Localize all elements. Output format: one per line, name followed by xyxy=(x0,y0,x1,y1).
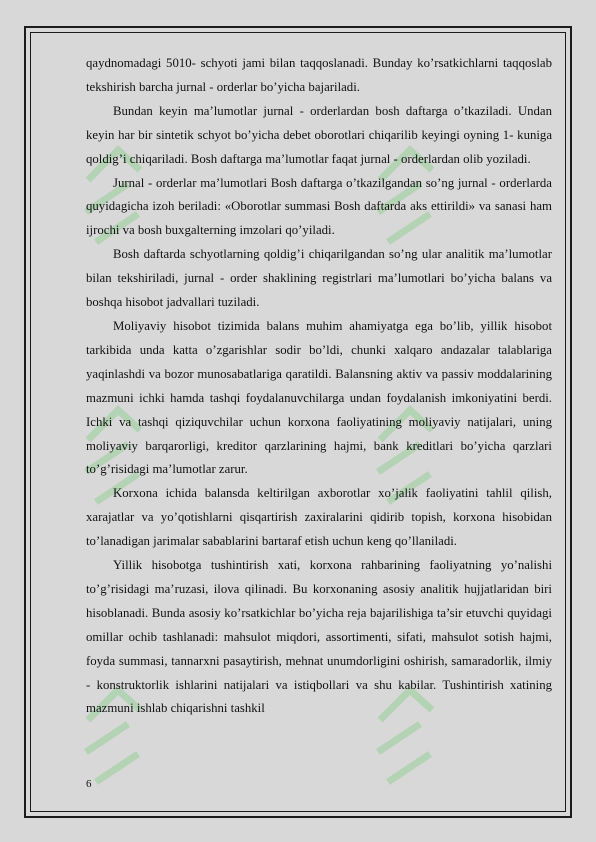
paragraph: Moliyaviy hisobot tizimida balans muhim ahamiyatga ega bo’lib, yillik hisobot tarkibida unda katta o’zgarishlar sodir bo’ldi, chunki xalqaro andazalar talablariga yaqinlashdi va bozor munosabatlariga qaratildi. Balansning aktiv va passiv moddalarining mazmuni ichki hamda tashqi foydalanuvchilarga undan foydalanish imkoniyatini berdi. Ichki va tashqi qiziquvchilar uchun korxona faoliyatining moliyaviy natijalari, uning moliyaviy barqarorligi, kreditor qarzlarining hajmi, bank kreditlari bo’yicha qarzlari to’g’risidagi ma’lumotlar zarur. xyxy=(86,318,552,477)
paragraph: Jurnal - orderlar ma’lumotlari Bosh daftarga o’tkazilgandan so’ng jurnal - orderlarda quyidagicha izoh beriladi: «Oborotlar summasi Bosh daftarda aks ettirildi» va sanasi ham ijrochi va bosh buxgalterning imzolari qo’yiladi. xyxy=(86,175,552,238)
paragraph: Yillik hisobotga tushintirish xati, korxona rahbarining faoliyatning yo’nalishi to’g’risidagi ma’ruzasi, ilova qilinadi. Bu korxonaning asosiy analitik hujjatlaridan biri hisoblanadi. Bunda asosiy ko’rsatkichlar bo’yicha reja bajarilishiga ta’sir etuvchi quyidagi omillar ochib tashlanadi: mahsulot miqdori, assortimenti, sifati, mahsulot sotish hajmi, foyda summasi, tannarxni pasaytirish, mehnat unumdorligini oshirish, samaradorlik, ilmiy - konstruktorlik ishlarini natijalari va istiqbollari va shu kabilar. Tushintirish xatining mazmuni ishlab chiqarishni tashkil xyxy=(86,558,552,716)
paragraph: Korxona ichida balansda keltirilgan axborotlar xo’jalik faoliyatini tahlil qilish, xarajatlar va yo’qotishlarni qisqartirish zaxiralarini qidirib topish, korxona hisobidan to’lanadigan jarimalar sabablarini bartaraf etish uchun keng qo’llaniladi. xyxy=(86,486,552,549)
page-number: 6 xyxy=(86,778,92,790)
paragraph: qaydnomadagi 5010- schyoti jami bilan taqqoslanadi. Bunday ko’rsatkichlarni taqqoslab tekshirish barcha jurnal - orderlar bo’yicha bajariladi. xyxy=(86,56,552,94)
body-text xyxy=(86,52,552,721)
paragraph: Bosh daftarda schyotlarning qoldig’i chiqarilgandan so’ng ular analitik ma’lumotlar bilan tekshiriladi, jurnal - order shaklining registrlari ma’lumotlari bo’yicha balans va boshqa hisobot jadvallari tuziladi. xyxy=(86,247,552,310)
paragraph: Bundan keyin ma’lumotlar jurnal - orderlardan bosh daftarga o’tkaziladi. Undan keyin har bir sintetik schyot bo’yicha debet oborotlari chiqarilib keyingi oyning 1- kuniga qoldig’i chiqariladi. Bosh daftarga ma’lumotlar faqat jurnal - orderlardan olib yoziladi. xyxy=(86,103,552,166)
